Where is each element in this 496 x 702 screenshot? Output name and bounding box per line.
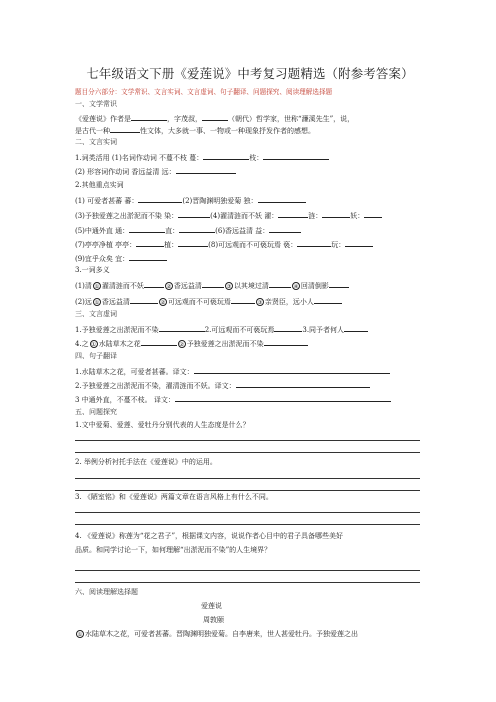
answer-blank[interactable]: [202, 280, 224, 288]
answer-blank[interactable]: [130, 296, 158, 304]
s2-text: (4)濯清涟而不妖 濯：: [210, 212, 279, 220]
circled-number-4: ④: [293, 284, 299, 290]
s2-text: 香远益清: [173, 282, 202, 290]
circled-number-1: ①: [77, 632, 83, 638]
answer-blank[interactable]: [159, 324, 205, 332]
s2-text: (2)远: [75, 298, 92, 306]
answer-blank[interactable]: [129, 225, 165, 233]
s3-text: 3.同予者何人: [302, 326, 345, 334]
answer-blank[interactable]: [264, 338, 308, 346]
circled-number-3: ③: [226, 284, 232, 290]
circled-number-2: ②: [179, 342, 185, 348]
s4-text: 1.水陆草木之花，可爱者甚蕃。译文：: [75, 368, 194, 376]
s4-line-1: [75, 366, 390, 377]
answer-line[interactable]: [75, 582, 420, 583]
answer-line[interactable]: [75, 490, 420, 491]
s2-line-9: 3.一词多义: [75, 266, 110, 274]
document-title: 七年级语文下册《爱莲说》中考复习题精选（附参考答案）: [86, 66, 414, 81]
document-subtitle: 题目分六部分：文学常识、文言实词、文言虚词、句子翻译、问题探究、阅读理解选择题: [75, 88, 333, 96]
s5-question-2: 2. 举例分析衬托手法在《爱莲说》中的运用。: [75, 458, 217, 466]
circled-number-2: ②: [166, 284, 172, 290]
s3-text: 予独爱莲之出淤泥而不染: [186, 340, 264, 348]
s4-line-2: [75, 380, 370, 391]
section-4-heading: 四、句子翻译: [75, 352, 117, 360]
s2-line-7: [75, 239, 373, 250]
s4-line-3: [75, 394, 391, 405]
section-2-heading: 二、文言实词: [75, 138, 117, 146]
s5-question-3: 3. 《陋室铭》和《爱莲说》两篇文章在语言风格上有什么不同。: [75, 493, 273, 501]
s2-line-3: 2.其他重点实词: [75, 181, 124, 189]
answer-blank[interactable]: [345, 239, 373, 247]
s1-line-2: [75, 125, 315, 136]
answer-blank[interactable]: [178, 239, 208, 247]
s5-question-1: 1.文中爱菊、爱莲、爱牡丹分别代表的人生态度是什么？: [75, 421, 250, 429]
answer-blank[interactable]: [141, 338, 177, 346]
circled-number-1: ①: [94, 284, 100, 290]
s2-text: 濯清涟而不妖: [101, 282, 144, 290]
s4-text: 2.予独爱莲之出淤泥而不染，濯清涟而不妖。译文：: [75, 382, 236, 390]
s3-text: 4.之: [75, 340, 89, 348]
answer-blank[interactable]: [236, 380, 370, 388]
s3-line-2: [75, 338, 308, 349]
answer-line[interactable]: [75, 452, 420, 453]
passage-author: 周敦颐: [203, 616, 224, 624]
circled-number-1: ①: [91, 342, 97, 348]
answer-line[interactable]: [75, 440, 420, 441]
s4-text: 3 中通外直，不蔓不枝。 译文：: [75, 396, 175, 404]
circled-number-3: ③: [257, 300, 263, 306]
s2-line-10: [75, 280, 349, 291]
s2-text: (5)中通外直 通：: [75, 227, 130, 235]
s2-text: 以其境过清: [233, 282, 269, 290]
s2-text: (1) 可爱者甚蕃 蕃：: [75, 197, 139, 205]
answer-blank[interactable]: [178, 210, 210, 218]
s2-text: (7)亭亭净植 亭亭：: [75, 241, 137, 249]
answer-blank[interactable]: [136, 239, 164, 247]
s2-text: 亲贤臣，远小人: [264, 298, 314, 306]
s2-text: (3)予独爱莲之出淤泥而不染 染：: [75, 212, 179, 220]
answer-blank[interactable]: [344, 324, 368, 332]
s2-line-4: [75, 195, 306, 206]
s3-text: 水陆草木之花: [98, 340, 141, 348]
answer-line[interactable]: [75, 570, 420, 571]
s2-line-2: [75, 166, 236, 177]
answer-blank[interactable]: [314, 296, 342, 304]
answer-blank[interactable]: [129, 253, 167, 261]
answer-blank[interactable]: [179, 225, 215, 233]
s1-text-e: 性文体，大多就一事、一物或一种现象抒发作者的感想。: [140, 127, 315, 135]
s1-text-d: 是古代一种: [75, 127, 110, 135]
s5-question-4a: 4. 《爱莲说》称莲为“花之君子”，根据课文内容，说说作者心目中的君子具备哪些美好: [75, 532, 344, 540]
answer-blank[interactable]: [329, 280, 349, 288]
answer-line[interactable]: [75, 524, 420, 525]
answer-blank[interactable]: [194, 366, 390, 374]
section-3-heading: 三、文言虚词: [75, 310, 117, 318]
s2-text: (9)宜乎众矣 宜：: [75, 255, 130, 263]
s2-text: (2)晋陶渊明独爱菊 独：: [182, 197, 258, 205]
s2-line-1: [75, 152, 329, 163]
s3-text: 2.可远观而不可亵玩焉: [204, 326, 275, 334]
answer-blank[interactable]: [110, 125, 140, 133]
s2-text: 妖：: [350, 212, 365, 220]
answer-blank[interactable]: [322, 210, 350, 218]
s1-text-c: （朝代）哲学家，世称“濂溪先生”，说，: [228, 115, 355, 123]
s2-text: 枝：: [249, 154, 264, 162]
answer-blank[interactable]: [274, 324, 302, 332]
section-6-heading: 六、阅读理解选择题: [75, 588, 138, 596]
answer-blank[interactable]: [138, 195, 182, 203]
s2-text: 涟：: [308, 212, 323, 220]
s2-text: 回清倒影: [300, 282, 329, 290]
s3-text: 1.予独爱莲之出淤泥而不染: [75, 326, 159, 334]
answer-blank[interactable]: [269, 225, 301, 233]
s2-text: 植：: [164, 241, 179, 249]
answer-blank[interactable]: [203, 152, 249, 160]
s2-line-6: [75, 225, 301, 236]
s1-line-1: [75, 113, 354, 124]
s2-text: (8)可远观而不可亵玩焉 亵：: [208, 241, 298, 249]
s1-text-a: 《爱莲说》作者是: [75, 115, 131, 123]
answer-blank[interactable]: [144, 280, 164, 288]
answer-blank[interactable]: [131, 113, 167, 121]
s2-line-8: [75, 253, 167, 264]
s2-text: 可远观而不可亵玩焉: [167, 298, 231, 306]
answer-blank[interactable]: [278, 210, 308, 218]
s3-line-1: [75, 324, 368, 335]
answer-blank[interactable]: [263, 152, 329, 160]
answer-blank[interactable]: [176, 166, 236, 174]
section-5-heading: 五、问题探究: [75, 408, 117, 416]
answer-blank[interactable]: [269, 280, 291, 288]
passage-paragraph-1: [75, 630, 358, 639]
passage-title: 爱莲说: [201, 602, 222, 610]
answer-line[interactable]: [75, 478, 420, 479]
s5-question-4b: 品质。和同学讨论一下，如何理解“出淤泥而不染”的人生境界？: [75, 546, 272, 554]
s2-text: 香远益清: [101, 298, 130, 306]
s2-text: 直：: [165, 227, 180, 235]
passage-text: 水陆草木之花，可爱者甚蕃。晋陶渊明独爱菊。自李唐来，世人甚爱牡丹。予独爱莲之出: [85, 630, 358, 638]
s2-text: 1.词类活用 (1)名词作动词 不蔓不枝 蔓：: [75, 154, 204, 162]
answer-blank[interactable]: [297, 239, 331, 247]
s2-line-5: [75, 210, 382, 221]
circled-number-1: ①: [94, 300, 100, 306]
s2-text: (2) 形容词作动词 香远益清 远：: [75, 168, 176, 176]
answer-line[interactable]: [75, 512, 420, 513]
s2-text: (1)清: [75, 282, 92, 290]
circled-number-2: ②: [160, 300, 166, 306]
answer-blank[interactable]: [175, 394, 391, 402]
section-1-heading: 一、文学常识: [75, 100, 117, 108]
answer-blank[interactable]: [258, 195, 306, 203]
answer-blank[interactable]: [364, 210, 382, 218]
answer-blank[interactable]: [231, 296, 255, 304]
s1-text-b: ，字茂叔，: [167, 115, 202, 123]
s2-text: (6)香远益清 益：: [215, 227, 270, 235]
s2-text: 玩：: [331, 241, 346, 249]
s2-line-11: [75, 296, 342, 307]
answer-blank[interactable]: [202, 113, 228, 121]
